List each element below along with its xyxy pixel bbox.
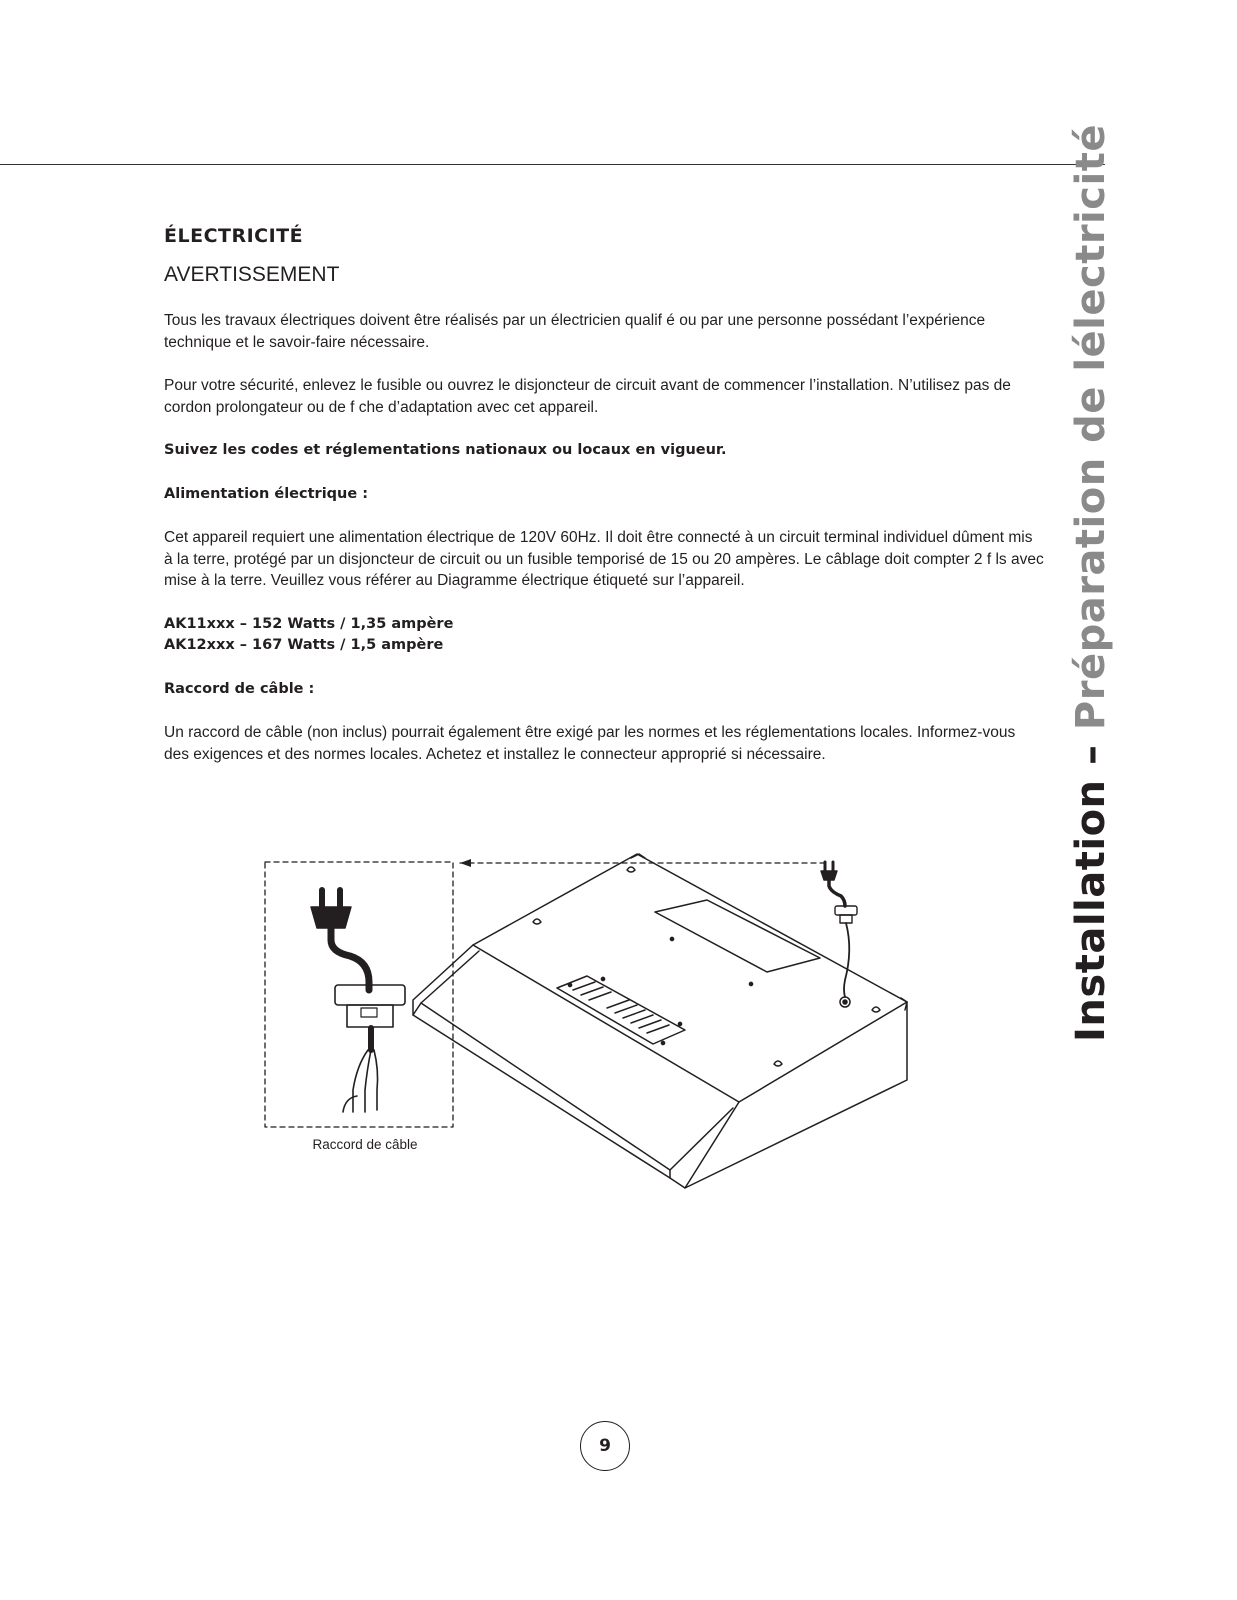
cable-connector-heading: Raccord de câble :	[164, 680, 315, 697]
range-hood-figure	[255, 840, 935, 1210]
header-rule	[0, 164, 1105, 165]
codes-notice: Suivez les codes et réglementations nationaux ou locaux en vigueur.	[164, 442, 727, 458]
callout-arrow-head	[460, 859, 471, 867]
power-supply-text: Cet appareil requiert une alimentation électrique de 120V 60Hz. Il doit être connecté à un circuit terminal individuel dûment mis à la terre, protégé par un disjoncteur de circuit ou un fusible temporisé de 15 ou 20 ampères. Le câblage doit compter 2 f ls avec mise à la terre. Veuillez vous référer au Diagramme électrique étiqueté sur l’appareil.	[164, 529, 1044, 589]
cable-connector-icon	[335, 985, 405, 1112]
page-number: 9	[580, 1421, 630, 1471]
paragraph-qualified-electrician: Tous les travaux électriques doivent être réalisés par un électricien qualif é ou par une personne possédant l’expérience technique et le savoir-faire nécessaire.	[164, 312, 986, 351]
figure-caption: Raccord de câble	[312, 1137, 418, 1152]
cable-connector-text: Un raccord de câble (non inclus) pourrait également être exigé par les normes et les réglementations locales. Informez-vous des exigences et des normes locales. Achetez et installez le connecteur approprié si nécessaire.	[164, 724, 1016, 763]
hood-plug-icon	[821, 862, 857, 997]
model-spec-ak11: AK11xxx – 152 Watts / 1,35 ampère	[164, 615, 454, 632]
plug-icon	[311, 890, 369, 990]
section-title: ÉLECTRICITÉ	[164, 225, 304, 247]
side-section-tab	[1060, 124, 1122, 1042]
warning-title: AVERTISSEMENT	[164, 263, 340, 286]
side-tab-secondary: Préparation de lélectricité	[1068, 124, 1114, 731]
range-hood-body	[413, 854, 907, 1188]
main-content	[164, 225, 1044, 765]
cable-callout-box	[265, 862, 453, 1127]
side-tab-primary: Installation –	[1068, 744, 1114, 1042]
paragraph-safety: Pour votre sécurité, enlevez le fusible ou ouvrez le disjoncteur de circuit avant de commencer l’installation. N’utilisez pas de cordon prolongateur ou de f che d’adaptation avec cet appareil.	[164, 377, 1011, 416]
power-supply-heading: Alimentation électrique :	[164, 485, 369, 502]
model-spec-ak12: AK12xxx – 167 Watts / 1,5 ampère	[164, 637, 444, 653]
